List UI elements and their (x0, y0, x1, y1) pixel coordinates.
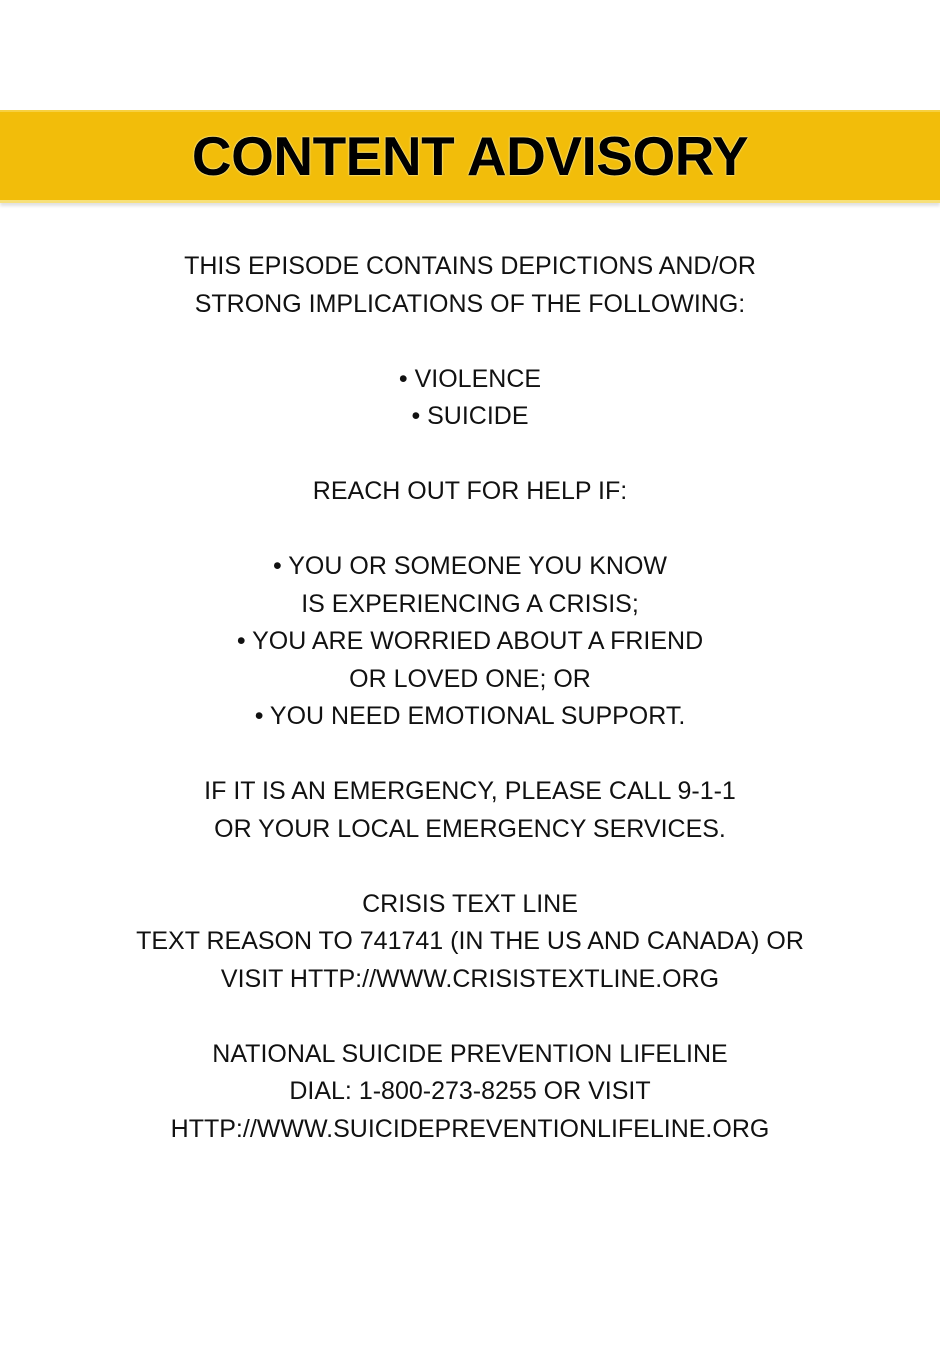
text-line: THIS EPISODE CONTAINS DEPICTIONS AND/OR (184, 252, 756, 280)
blank-line (0, 323, 940, 361)
text-line: VISIT HTTP://WWW.CRISISTEXTLINE.ORG (220, 964, 720, 993)
text-line: IS EXPERIENCING A CRISIS; (301, 589, 639, 618)
blank-line (0, 848, 940, 886)
advisory-text (0, 248, 940, 1148)
blank-line (0, 998, 940, 1036)
page-title: CONTENT ADVISORY (191, 125, 749, 187)
text-line: • SUICIDE (411, 402, 529, 430)
blank-line (0, 736, 940, 774)
text-line: REACH OUT FOR HELP IF: (312, 477, 628, 505)
text-line: OR LOVED ONE; OR (349, 664, 591, 693)
text-line: TEXT REASON TO 741741 (IN THE US AND CANADA) OR (136, 927, 804, 955)
text-line: • YOU NEED EMOTIONAL SUPPORT. (254, 702, 686, 730)
text-line: HTTP://WWW.SUICIDEPREVENTIONLIFELINE.ORG (170, 1114, 770, 1143)
text-line: • YOU ARE WORRIED ABOUT A FRIEND (236, 627, 704, 655)
advisory-banner (0, 110, 940, 203)
text-line: IF IT IS AN EMERGENCY, PLEASE CALL 9-1-1 (204, 777, 736, 805)
text-line: OR YOUR LOCAL EMERGENCY SERVICES. (214, 814, 726, 843)
text-line: CRISIS TEXT LINE (362, 889, 578, 918)
text-line: • YOU OR SOMEONE YOU KNOW (273, 552, 667, 580)
text-line: STRONG IMPLICATIONS OF THE FOLLOWING: (194, 289, 746, 318)
text-line: • VIOLENCE (398, 364, 542, 393)
text-line: DIAL: 1-800-273-8255 OR VISIT (289, 1077, 651, 1105)
text-line: NATIONAL SUICIDE PREVENTION LIFELINE (212, 1039, 728, 1068)
blank-line (0, 511, 940, 549)
blank-line (0, 436, 940, 474)
